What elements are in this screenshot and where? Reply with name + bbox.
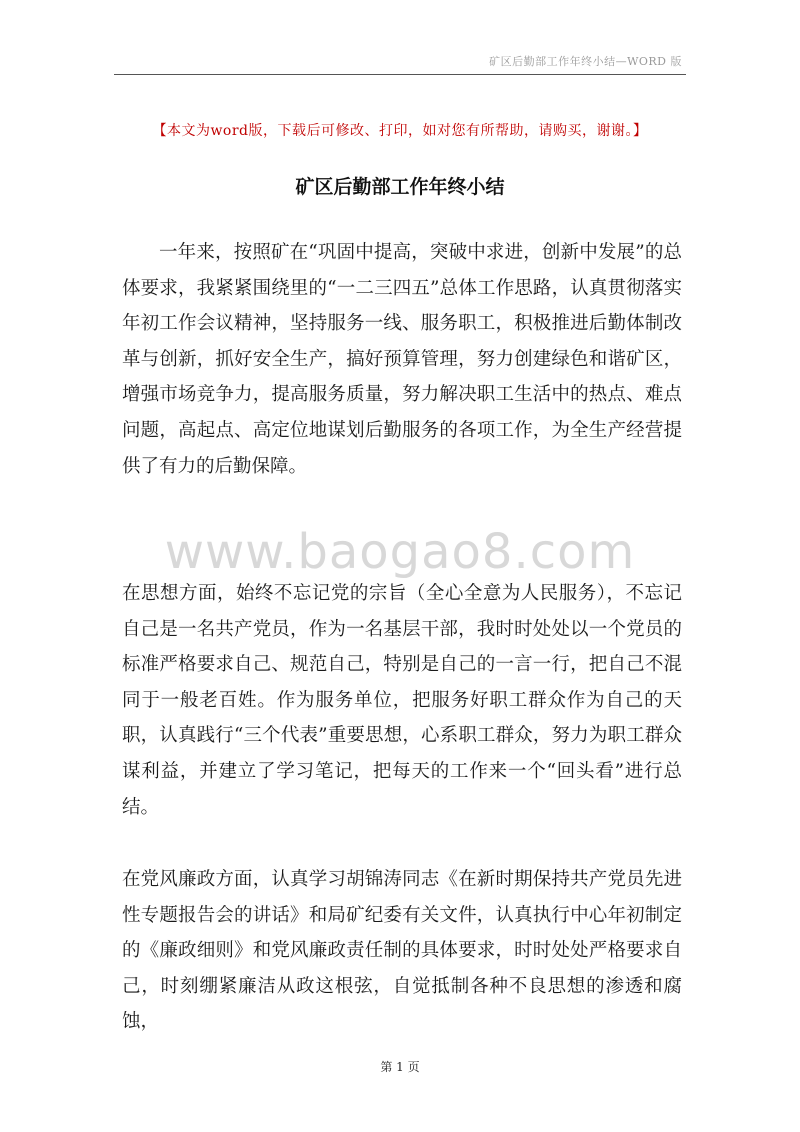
paragraph-intro: 一年来，按照矿在“巩固中提高，突破中求进，创新中发展”的总体要求，我紧紧围绕里的“一二三四五”总体工作思路，认真贯彻落实年初工作会议精神，坚持服务一线、服务职工，积极推进后勤体制改革与创新，抓好安全生产，搞好预算管理，努力创建绿色和谐矿区，增强市场竞争力，提高服务质量，努力解决职工生活中的热点、难点问题，高起点、高定位地谋划后勤服务的各项工作，为全生产经营提供了有力的后勤保障。: [122, 242, 682, 477]
page-number: 第 1 页: [380, 1060, 420, 1074]
document-title: 矿区后勤部工作年终小结: [295, 176, 505, 198]
paragraph-ideology: 在思想方面，始终不忘记党的宗旨（全心全意为人民服务），不忘记自己是一名共产党员，作为一名基层干部，我时时处处以一个党员的标准严格要求自己、规范自己，特别是自己的一言一行，把自己不混同于一般老百姓。作为服务单位，把服务好职工群众作为自己的天职，认真践行“三个代表”重要思想，心系职工群众，努力为职工群众谋利益，并建立了学习笔记，把每天的工作来一个“回头看”进行总结。: [122, 583, 682, 818]
purchase-notice: 【本文为word版，下载后可修改、打印，如对您有所帮助，请购买，谢谢。】: [152, 123, 648, 139]
running-header: 矿区后勤部工作年终小结—WORD 版: [489, 55, 682, 68]
header-divider: [114, 74, 686, 75]
paragraph-integrity: 在党风廉政方面，认真学习胡锦涛同志《在新时期保持共产党员先进性专题报告会的讲话》和局矿纪委有关文件，认真执行中心年初制定的《廉政细则》和党风廉政责任制的具体要求，时时处处严格要求自己，时刻绷紧廉洁从政这根弦，自觉抵制各种不良思想的渗透和腐蚀，: [122, 869, 682, 1033]
watermark: www.baogao8.com: [164, 524, 636, 580]
